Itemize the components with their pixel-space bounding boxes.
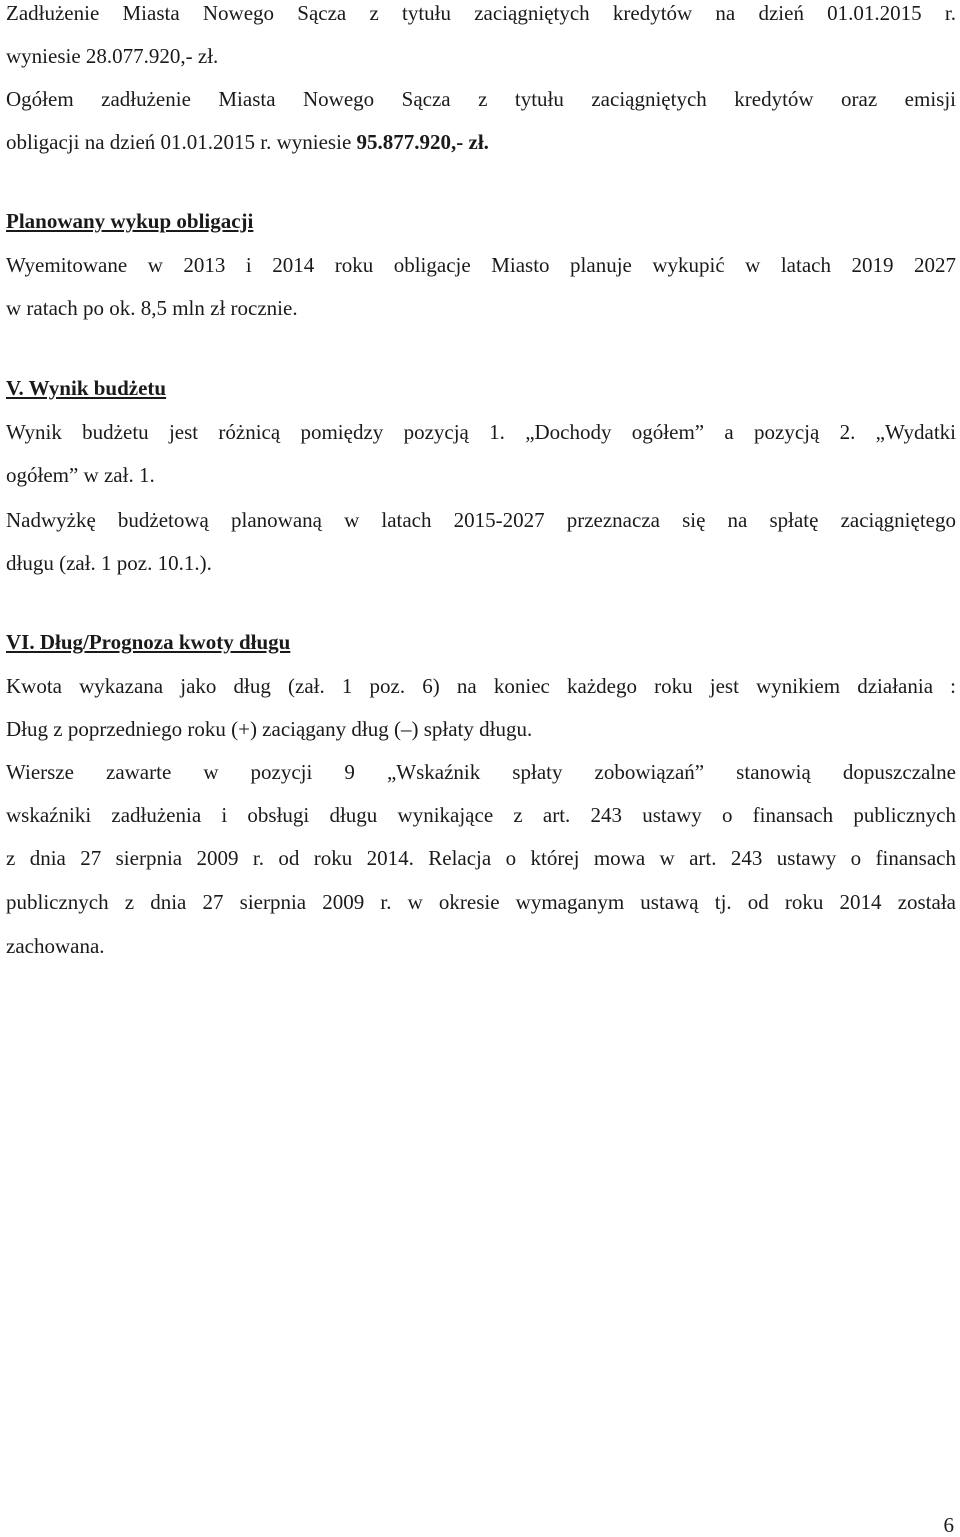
- budget-result-line-4: długu (zał. 1 poz. 10.1.).: [6, 551, 212, 575]
- total-debt-amount: 95.877.920,- zł.: [356, 130, 489, 154]
- debt-forecast-line-7: zachowana.: [6, 934, 105, 958]
- page-number: 6: [943, 1513, 954, 1537]
- debt-credits-line-2: wyniesie 28.077.920,- zł.: [6, 44, 219, 68]
- bonds-heading: Planowany wykup obligacji: [6, 209, 254, 233]
- debt-forecast-line-6: publicznych z dnia 27 sierpnia 2009 r. w okresie wymaganym ustawą tj. od roku 2014 została: [6, 890, 956, 914]
- bonds-line-1: Wyemitowane w 2013 i 2014 roku obligacje Miasto planuje wykupić w latach 2019 2027: [6, 253, 956, 277]
- debt-forecast-line-5: z dnia 27 sierpnia 2009 r. od roku 2014. Relacja o której mowa w art. 243 ustawy o finansach: [6, 846, 956, 870]
- budget-result-heading: V. Wynik budżetu: [6, 376, 167, 400]
- budget-result-line-3: Nadwyżkę budżetową planowaną w latach 2015-2027 przeznacza się na spłatę zaciągniętego: [6, 508, 956, 532]
- budget-result-line-2: ogółem” w zał. 1.: [6, 463, 155, 487]
- bonds-line-2: w ratach po ok. 8,5 mln zł rocznie.: [6, 296, 298, 320]
- debt-forecast-line-1: Kwota wykazana jako dług (zał. 1 poz. 6) na koniec każdego roku jest wynikiem działania :: [6, 674, 956, 698]
- debt-forecast-line-2: Dług z poprzedniego roku (+) zaciągany dług (–) spłaty długu.: [6, 717, 533, 741]
- debt-credits-line-1: Zadłużenie Miasta Nowego Sącza z tytułu zaciągniętych kredytów na dzień 01.01.2015 r.: [6, 1, 956, 25]
- debt-forecast-line-3: Wiersze zawarte w pozycji 9 „Wskaźnik spłaty zobowiązań” stanowią dopuszczalne: [6, 760, 956, 784]
- budget-result-line-1: Wynik budżetu jest różnicą pomiędzy pozycją 1. „Dochody ogółem” a pozycją 2. „Wydatki: [6, 420, 956, 444]
- total-debt-line-1: Ogółem zadłużenie Miasta Nowego Sącza z tytułu zaciągniętych kredytów oraz emisji: [6, 87, 956, 111]
- total-debt-text: obligacji na dzień 01.01.2015 r. wyniesie: [6, 130, 357, 154]
- debt-forecast-heading: VI. Dług/Prognoza kwoty długu: [6, 630, 291, 654]
- total-debt-line-2: [6, 129, 489, 155]
- debt-forecast-line-4: wskaźniki zadłużenia i obsługi długu wynikające z art. 243 ustawy o finansach publicznych: [6, 803, 956, 827]
